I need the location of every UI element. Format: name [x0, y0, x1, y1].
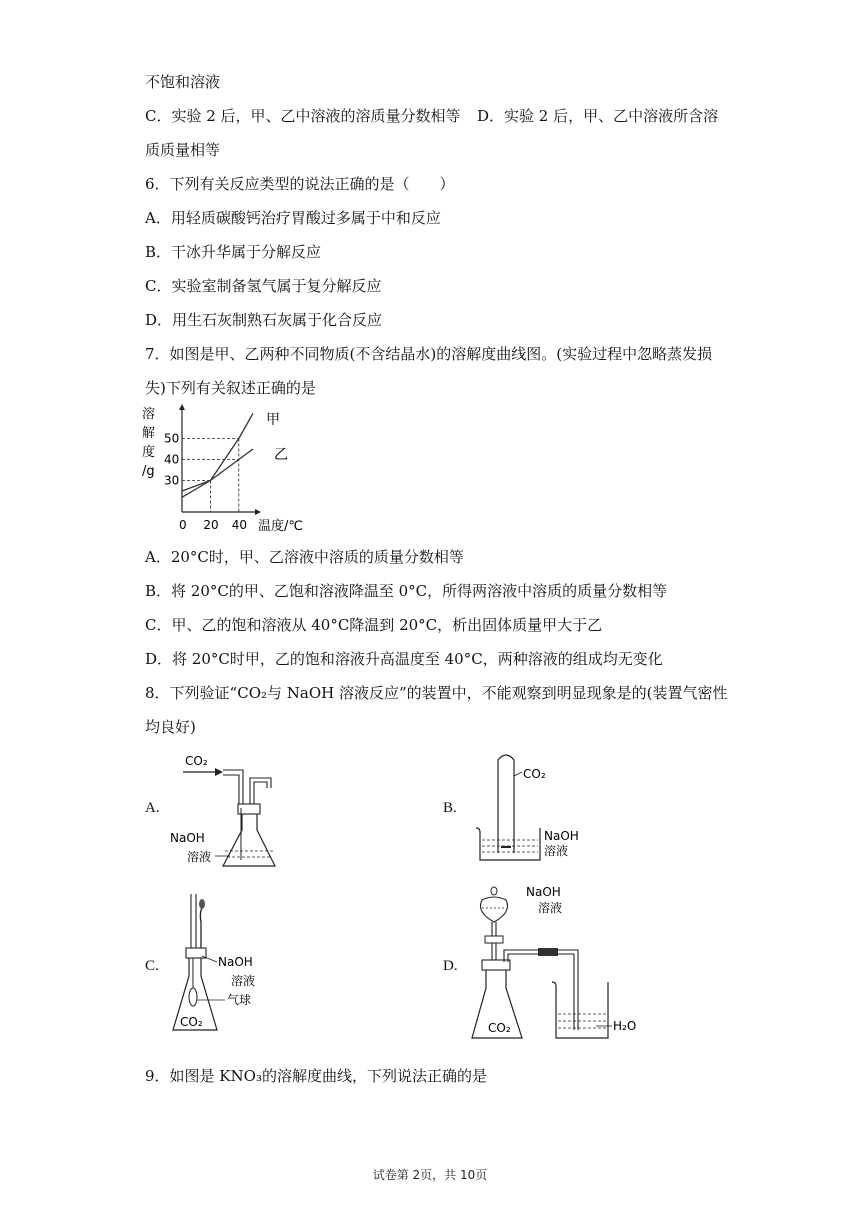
co2-label: CO₂ — [523, 767, 546, 781]
apparatus-d — [468, 880, 658, 1048]
x-axis-arrow — [255, 509, 261, 515]
apparatus-a-label: A. — [145, 800, 160, 816]
y-axis-label: 度 — [142, 445, 156, 460]
y-tick-label: 40 — [164, 452, 180, 467]
apparatus-c-label: C. — [145, 958, 159, 974]
option-d: D．实验 2 后，甲、乙中溶液所含溶 — [477, 107, 719, 125]
apparatus-b — [468, 748, 598, 873]
water-label: H₂O — [613, 1019, 637, 1033]
y-tick-label: 50 — [164, 431, 180, 446]
balloon-label: 气球 — [227, 993, 252, 1007]
question-8: 8．下列验证“CO₂与 NaOH 溶液反应”的装置中，不能观察到明显现象是的(装置气密性 — [145, 684, 728, 702]
x-tick-label: 0 — [179, 518, 187, 532]
option-c: C．实验室制备氢气属于复分解反应 — [145, 277, 382, 295]
question-9: 9．如图是 KNO₃的溶解度曲线，下列说法正确的是 — [145, 1067, 487, 1085]
option-c: C．实验 2 后，甲、乙中溶液的溶质量分数相等 — [145, 107, 461, 125]
question-7: 7．如图是甲、乙两种不同物质(不含结晶水)的溶解度曲线图。(实验过程中忽略蒸发损 — [145, 345, 713, 363]
solution-label: 溶液 — [231, 974, 256, 988]
question-8-cont: 均良好) — [145, 718, 196, 736]
solution-label: 溶液 — [538, 901, 563, 915]
solubility-chart — [140, 402, 320, 536]
naoh-label: NaOH — [170, 831, 205, 845]
series-line-jia — [182, 413, 253, 497]
apparatus-d-label: D. — [443, 958, 458, 974]
option-b: B．将 20°C的甲、乙饱和溶液降温至 0°C，所得两溶液中溶质的质量分数相等 — [145, 582, 668, 600]
co2-label: CO₂ — [488, 1021, 511, 1035]
x-tick-label: 40 — [231, 518, 248, 532]
apparatus-c — [165, 892, 295, 1040]
x-tick-label: 20 — [203, 518, 219, 532]
series-label: 甲 — [266, 412, 280, 428]
text-line: 不饱和溶液 — [145, 73, 221, 91]
y-axis-label: /g — [142, 464, 155, 479]
option-a: A．20°C时，甲、乙溶液中溶质的质量分数相等 — [145, 548, 464, 566]
y-axis-label: 溶 — [142, 407, 156, 422]
naoh-label: NaOH — [526, 885, 561, 899]
option-b: B．干冰升华属于分解反应 — [145, 243, 322, 261]
naoh-label: NaOH — [544, 829, 579, 843]
question-7-cont: 失)下列有关叙述正确的是 — [145, 379, 316, 397]
option-d: D．用生石灰制熟石灰属于化合反应 — [145, 311, 383, 329]
x-axis-label: 温度/℃ — [258, 519, 303, 534]
option-a: A．用轻质碳酸钙治疗胃酸过多属于中和反应 — [145, 209, 441, 227]
co2-label: CO₂ — [180, 1015, 203, 1029]
question-6: 6．下列有关反应类型的说法正确的是（ ） — [145, 175, 455, 193]
y-axis-arrow — [179, 404, 185, 410]
apparatus-a — [165, 748, 295, 873]
text-line: 质质量相等 — [145, 141, 221, 159]
naoh-label: NaOH — [218, 955, 253, 969]
option-d: D．将 20°C时甲，乙的饱和溶液升高温度至 40°C，两种溶液的组成均无变化 — [145, 650, 663, 668]
apparatus-b-label: B. — [443, 800, 457, 816]
y-axis-label: 解 — [142, 426, 156, 441]
solution-label: 溶液 — [187, 850, 212, 864]
y-tick-label: 30 — [164, 473, 180, 488]
option-c: C．甲、乙的饱和溶液从 40°C降温到 20°C，析出固体质量甲大于乙 — [145, 616, 603, 634]
page-footer: 试卷第 2页，共 10页 — [372, 1168, 488, 1182]
series-label: 乙 — [274, 447, 288, 463]
co2-label: CO₂ — [185, 754, 208, 768]
solution-label: 溶液 — [544, 844, 569, 858]
